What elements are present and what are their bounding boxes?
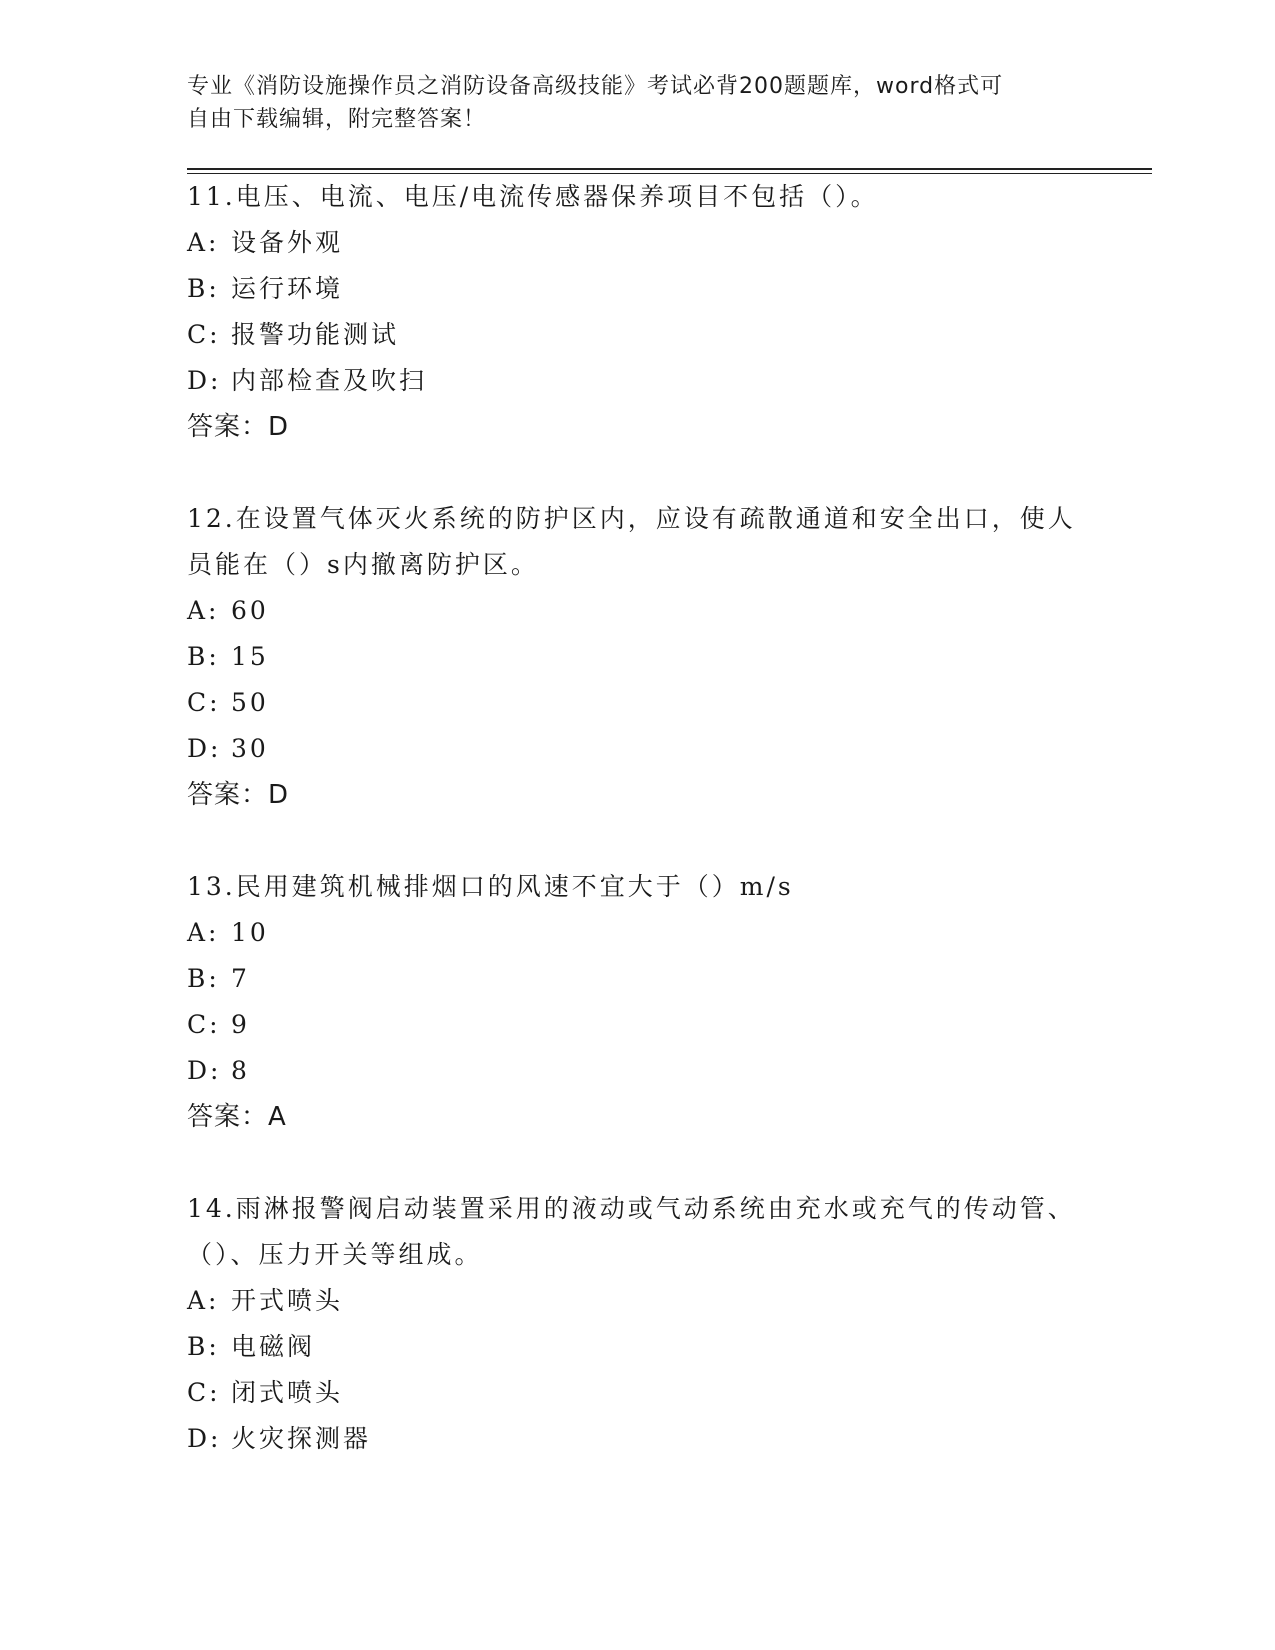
option-text: 内部检查及吹扫	[231, 366, 428, 395]
option-key: A:	[187, 918, 220, 947]
option-d	[187, 1416, 1152, 1462]
question-12	[187, 496, 1152, 818]
option-a	[187, 588, 1152, 634]
question-text: 11.电压、电流、电压/电流传感器保养项目不包括（）。	[187, 182, 879, 211]
option-key: B:	[187, 642, 220, 671]
option-c	[187, 312, 1152, 358]
option-key: A:	[187, 596, 220, 625]
option-a	[187, 910, 1152, 956]
option-text: 运行环境	[231, 274, 344, 303]
option-key: C:	[187, 688, 221, 717]
question-11	[187, 174, 1152, 450]
answer: 答案：A	[187, 1102, 287, 1132]
option-text: 60	[231, 596, 269, 625]
header-line-1: 专业《消防设施操作员之消防设备高级技能》考试必背200题题库，word格式可	[187, 74, 1004, 99]
answer: 答案：D	[187, 780, 290, 810]
option-text: 闭式喷头	[231, 1378, 344, 1407]
question-text: 13.民用建筑机械排烟口的风速不宜大于（）m/s	[187, 872, 794, 901]
option-text: 7	[231, 964, 250, 993]
answer: 答案：D	[187, 412, 290, 442]
spacer	[187, 1140, 1152, 1186]
option-b	[187, 1324, 1152, 1370]
spacer	[187, 450, 1152, 496]
option-key: D:	[187, 1424, 222, 1453]
option-text: 电磁阀	[231, 1332, 316, 1361]
header-line-2: 自由下载编辑，附完整答案！	[187, 107, 487, 132]
option-key: A:	[187, 1286, 220, 1315]
option-key: B:	[187, 964, 220, 993]
option-c	[187, 680, 1152, 726]
option-d	[187, 726, 1152, 772]
option-key: D:	[187, 366, 222, 395]
option-text: 50	[231, 688, 269, 717]
option-d	[187, 358, 1152, 404]
option-key: C:	[187, 1010, 221, 1039]
option-b	[187, 956, 1152, 1002]
option-key: D:	[187, 1056, 222, 1085]
option-text: 设备外观	[231, 228, 344, 257]
option-text: 开式喷头	[231, 1286, 344, 1315]
option-b	[187, 634, 1152, 680]
option-text: 15	[231, 642, 269, 671]
option-c	[187, 1370, 1152, 1416]
option-text: 30	[231, 734, 269, 763]
document-page	[187, 70, 1152, 1462]
option-d	[187, 1048, 1152, 1094]
question-13	[187, 864, 1152, 1140]
option-text: 报警功能测试	[231, 320, 400, 349]
question-text: 12.在设置气体灭火系统的防护区内，应设有疏散通道和安全出口，使人员能在（）s内撤离防护区。	[187, 504, 1076, 579]
option-key: B:	[187, 1332, 220, 1361]
spacer	[187, 818, 1152, 864]
option-key: A:	[187, 228, 220, 257]
question-text: 14.雨淋报警阀启动装置采用的液动或气动系统由充水或充气的传动管、（）、压力开关等组成。	[187, 1194, 1076, 1269]
option-b	[187, 266, 1152, 312]
question-14	[187, 1186, 1152, 1462]
option-a	[187, 1278, 1152, 1324]
option-a	[187, 220, 1152, 266]
option-key: B:	[187, 274, 220, 303]
option-key: D:	[187, 734, 222, 763]
option-text: 10	[231, 918, 269, 947]
option-text: 8	[231, 1056, 250, 1085]
option-key: C:	[187, 320, 221, 349]
option-c	[187, 1002, 1152, 1048]
document-header	[187, 70, 1067, 136]
option-text: 火灾探测器	[231, 1424, 372, 1453]
option-key: C:	[187, 1378, 221, 1407]
option-text: 9	[231, 1010, 250, 1039]
